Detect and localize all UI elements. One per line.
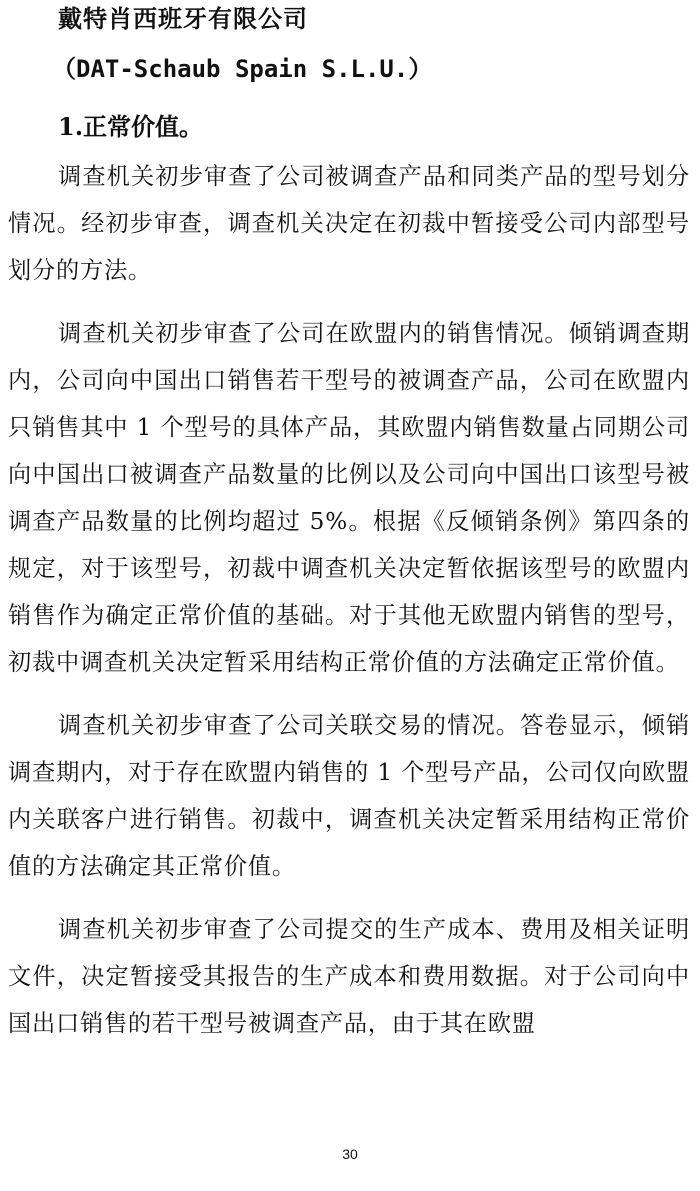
company-name-en: （DAT-Schaub Spain S.L.U.） — [52, 55, 433, 83]
paragraph-2: 调查机关初步审查了公司在欧盟内的销售情况。倾销调查期内，公司向中国出口销售若干型号的被调查产品，公司在欧盟内只销售其中 1 个型号的具体产品，其欧盟内销售数量占同期公司向中国出口被调查产品数量的比例以及公司向中国出口该型号被调查产品数量的比例均超过 5%。根据《反倾销条例》第四条的规定，对于该型号，初裁中调查机关决定暂依据该型号的欧盟内销售作为确定正常价值的基础。对于其他无欧盟内销售的型号，初裁中调查机关决定暂采用结构正常价值的方法确定正常价值。 — [8, 320, 690, 676]
company-name-cn: 戴特肖西班牙有限公司 — [58, 4, 308, 33]
section-title: 1.正常价值。 — [58, 112, 204, 141]
paragraph-gap — [8, 294, 690, 310]
paragraph-4: 调查机关初步审查了公司提交的生产成本、费用及相关证明文件，决定暂接受其报告的生产成本和费用数据。对于公司向中国出口销售的若干型号被调查产品，由于其在欧盟 — [8, 916, 690, 1037]
paragraph-1: 调查机关初步审查了公司被调查产品和同类产品的型号划分情况。经初步审查，调查机关决定在初裁中暂接受公司内部型号划分的方法。 — [8, 163, 690, 284]
body-text — [8, 153, 690, 1047]
paragraph-3: 调查机关初步审查了公司关联交易的情况。答卷显示，倾销调查期内，对于存在欧盟内销售的 1 个型号产品，公司仅向欧盟内关联客户进行销售。初裁中，调查机关决定暂采用结构正常价值的方法确定其正常价值。 — [8, 712, 690, 880]
page-number: 30 — [342, 1146, 358, 1162]
paragraph-gap — [8, 686, 690, 702]
paragraph-gap — [8, 890, 690, 906]
